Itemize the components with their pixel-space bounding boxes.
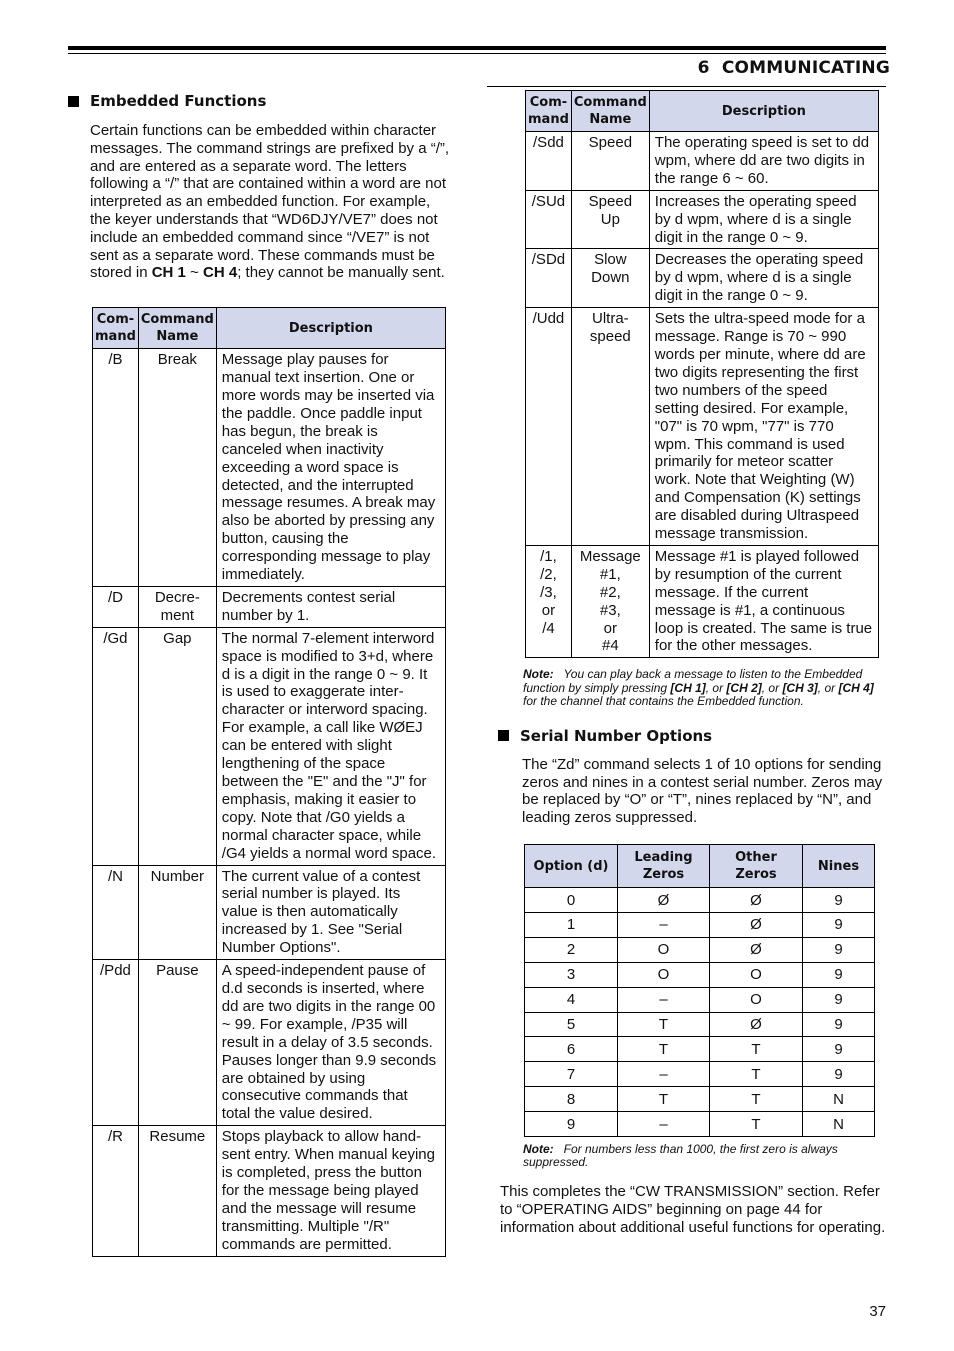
cell-other-zeros: Ø <box>710 1012 803 1037</box>
cell-nines: 9 <box>803 1037 875 1062</box>
embedded-intro <box>90 122 455 282</box>
table-row <box>525 1012 875 1037</box>
col-header-option: Option (d) <box>525 845 618 888</box>
cell-nines: 9 <box>803 962 875 987</box>
cell-nines: 9 <box>803 1062 875 1087</box>
table-row <box>93 1126 446 1256</box>
table-row <box>526 132 879 191</box>
table-row <box>93 960 446 1126</box>
embedded-table-right <box>525 90 879 658</box>
serial-note-text: For numbers less than 1000, the first zero is always suppressed. <box>523 1141 842 1170</box>
intro-text-3: ; they cannot be manually sent. <box>237 264 445 282</box>
note-text-c: , or <box>761 680 783 695</box>
cell-command: /R <box>93 1126 139 1256</box>
section-title-serial <box>498 727 888 745</box>
cell-name: Message #1, #2, #3, or #4 <box>571 545 649 657</box>
table-row <box>93 865 446 960</box>
cell-option: 6 <box>525 1037 618 1062</box>
note-text-b: , or <box>705 680 727 695</box>
cell-other-zeros: Ø <box>710 888 803 913</box>
cell-leading-zeros: T <box>618 1012 710 1037</box>
cell-name: Ultra- speed <box>571 308 649 546</box>
note-ch3: [CH 3] <box>782 680 818 695</box>
serial-note <box>523 1143 863 1170</box>
col-header-nines: Nines <box>803 845 875 888</box>
cell-name: Decre- ment <box>138 586 216 627</box>
intro-text-1: Certain functions can be embedded within character messages. The command strings are prefixed by a “/”, and are entered as a separate word. The letters following a “/” that are contained within a word are not interpreted as an embedded function. For example, the keyer understands that “WD6DJY/VE7” does not include an embedded command since “/VE7” is not sent as a separate word. These commands must be stored in <box>90 122 450 282</box>
cell-option: 3 <box>525 962 618 987</box>
table-row <box>93 627 446 865</box>
note-ch2: [CH 2] <box>726 680 762 695</box>
left-column <box>68 92 458 1257</box>
cell-nines: 9 <box>803 888 875 913</box>
table-row <box>525 912 875 937</box>
cell-name: Break <box>138 349 216 587</box>
table-row <box>525 1087 875 1112</box>
cell-other-zeros: O <box>710 987 803 1012</box>
chapter-title: 6 COMMUNICATING <box>697 58 890 78</box>
top-rule-thin <box>68 53 886 54</box>
note-ch1: [CH 1] <box>670 680 706 695</box>
top-rule <box>68 46 886 50</box>
square-bullet-icon <box>68 96 79 107</box>
serial-header-row <box>525 845 875 888</box>
cell-description: The current value of a contest serial number is played. Its value is then automatically increased by 1. See "Serial Number Options". <box>216 865 445 960</box>
cell-other-zeros: Ø <box>710 912 803 937</box>
cell-other-zeros: Ø <box>710 937 803 962</box>
cell-command: /Sdd <box>526 132 572 191</box>
table-row <box>526 249 879 308</box>
table-row <box>525 1062 875 1087</box>
cell-name: Speed Up <box>571 190 649 249</box>
serial-options-table <box>524 844 875 1137</box>
table-header-row <box>93 308 446 349</box>
note-text-d: , or <box>817 680 839 695</box>
cell-leading-zeros: – <box>618 1112 710 1137</box>
cell-leading-zeros: – <box>618 987 710 1012</box>
cell-leading-zeros: T <box>618 1037 710 1062</box>
table-row <box>526 545 879 657</box>
cell-description: Sets the ultra-speed mode for a message. Range is 70 ~ 990 words per minute, where dd are two digits representing the first two numbers of the speed setting desired. For example, "07" is 70 wpm, "77" is 770 wpm. This command is used primarily for meteor scatter work. Note that Weighting (W) and Compensation (K) settings are disabled during Ultraspeed message transmission. <box>649 308 878 546</box>
cell-name: Gap <box>138 627 216 865</box>
table-row <box>525 1112 875 1137</box>
cell-command: /1, /2, /3, or /4 <box>526 545 572 657</box>
embedded-note <box>523 668 885 709</box>
cell-command: /Gd <box>93 627 139 865</box>
cell-leading-zeros: – <box>618 912 710 937</box>
cell-description: Decreases the operating speed by d wpm, where d is a single digit in the range 0 ~ 9. <box>649 249 878 308</box>
cell-nines: 9 <box>803 937 875 962</box>
note-label: Note: <box>523 667 554 682</box>
cell-other-zeros: O <box>710 962 803 987</box>
intro-ch1: CH 1 <box>151 264 186 282</box>
cell-leading-zeros: Ø <box>618 888 710 913</box>
cell-option: 0 <box>525 888 618 913</box>
cell-command: /N <box>93 865 139 960</box>
cell-description: Message play pauses for manual text insertion. One or more words may be inserted via the paddle. Once paddle input has begun, the break is canceled when inactivity exceeding a word space is detected, and the interrupted message resumes. A break may also be aborted by pressing any button, causing the corresponding message to play immediately. <box>216 349 445 587</box>
cell-other-zeros: T <box>710 1037 803 1062</box>
table-header-row <box>526 91 879 132</box>
table-row <box>525 1037 875 1062</box>
cell-command: /Udd <box>526 308 572 546</box>
cell-leading-zeros: O <box>618 937 710 962</box>
cell-option: 9 <box>525 1112 618 1137</box>
intro-ch4: CH 4 <box>203 264 238 282</box>
col-header-other-zeros: Other Zeros <box>710 845 803 888</box>
col-header-description: Description <box>649 91 878 132</box>
cell-description: Increases the operating speed by d wpm, where d is a single digit in the range 0 ~ 9. <box>649 190 878 249</box>
cell-option: 2 <box>525 937 618 962</box>
cell-option: 8 <box>525 1087 618 1112</box>
cell-other-zeros: T <box>710 1087 803 1112</box>
cell-nines: 9 <box>803 912 875 937</box>
cell-name: Resume <box>138 1126 216 1256</box>
note-text-a: You can play back a message to listen to the Embedded function by simply pressing <box>523 667 866 695</box>
cell-description: Stops playback to allow hand-sent entry. When manual keying is completed, press the button for the message being played and the message will resume transmitting. Multiple "/R" commands are permitted. <box>216 1126 445 1256</box>
table-row <box>526 308 879 546</box>
cell-nines: 9 <box>803 1012 875 1037</box>
cell-leading-zeros: O <box>618 962 710 987</box>
cell-option: 7 <box>525 1062 618 1087</box>
note-ch4: [CH 4] <box>838 680 874 695</box>
col-header-name: Command Name <box>571 91 649 132</box>
cell-description: Message #1 is played followed by resumption of the current message. If the current message is #1, a continuous loop is created. The same is true for the other messages. <box>649 545 878 657</box>
table-row <box>525 937 875 962</box>
cell-leading-zeros: T <box>618 1087 710 1112</box>
cell-name: Pause <box>138 960 216 1126</box>
cell-description: A speed-independent pause of d.d seconds is inserted, where dd are two digits in the range 00 ~ 99. For example, /P35 will result in a delay of 3.5 seconds. Pauses longer than 9.9 seconds are obtained by using consecutive commands that total the value desired. <box>216 960 445 1126</box>
cell-command: /B <box>93 349 139 587</box>
table-row <box>93 349 446 587</box>
serial-intro: The “Zd” command selects 1 of 10 options for sending zeros and nines in a contest serial number. Zeros may be replaced by “O” or “T”, nines replaced by “N”, and leading zeros suppressed. <box>522 755 883 827</box>
col-header-command: Com- mand <box>526 91 572 132</box>
cell-option: 1 <box>525 912 618 937</box>
embedded-title-text: Embedded Functions <box>90 92 267 110</box>
cell-command: /D <box>93 586 139 627</box>
serial-note-label: Note: <box>523 1141 554 1156</box>
intro-text-2: ~ <box>185 264 203 282</box>
right-column <box>498 88 888 1236</box>
cell-name: Number <box>138 865 216 960</box>
square-bullet-icon <box>498 730 509 741</box>
cell-name: Speed <box>571 132 649 191</box>
page-number: 37 <box>869 1303 886 1320</box>
chapter-rule <box>487 86 886 87</box>
cell-nines: 9 <box>803 987 875 1012</box>
cell-nines: N <box>803 1112 875 1137</box>
cell-command: /Pdd <box>93 960 139 1126</box>
closing-paragraph: This completes the “CW TRANSMISSION” section. Refer to “OPERATING AIDS” beginning on page 44 for information about additional useful functions for operating. <box>500 1182 886 1236</box>
note-text-e: for the channel that contains the Embedded function. <box>523 694 804 709</box>
col-header-description: Description <box>216 308 445 349</box>
cell-option: 5 <box>525 1012 618 1037</box>
cell-leading-zeros: – <box>618 1062 710 1087</box>
cell-command: /SUd <box>526 190 572 249</box>
table-row <box>526 190 879 249</box>
serial-title-text: Serial Number Options <box>520 726 713 745</box>
cell-description: Decrements contest serial number by 1. <box>216 586 445 627</box>
table-row <box>525 987 875 1012</box>
col-header-name: Command Name <box>138 308 216 349</box>
cell-command: /SDd <box>526 249 572 308</box>
col-header-leading-zeros: Leading Zeros <box>618 845 710 888</box>
embedded-table-left <box>92 307 446 1256</box>
col-header-command: Com- mand <box>93 308 139 349</box>
table-row <box>525 888 875 913</box>
cell-other-zeros: T <box>710 1112 803 1137</box>
cell-name: Slow Down <box>571 249 649 308</box>
table-row <box>525 962 875 987</box>
table-row <box>93 586 446 627</box>
section-title-embedded <box>68 92 458 110</box>
cell-other-zeros: T <box>710 1062 803 1087</box>
cell-option: 4 <box>525 987 618 1012</box>
cell-description: The operating speed is set to dd wpm, where dd are two digits in the range 6 ~ 60. <box>649 132 878 191</box>
cell-description: The normal 7-element interword space is modified to 3+d, where d is a digit in the range 0 ~ 9. It is used to exaggerate inter-character or interword spacing. For example, a call like WØEJ can be entered with slight lengthening of the space between the "E" and the "J" for emphasis, making it easier to copy. Note that /G0 yields a normal character space, while /G4 yields a normal word space. <box>216 627 445 865</box>
cell-nines: N <box>803 1087 875 1112</box>
